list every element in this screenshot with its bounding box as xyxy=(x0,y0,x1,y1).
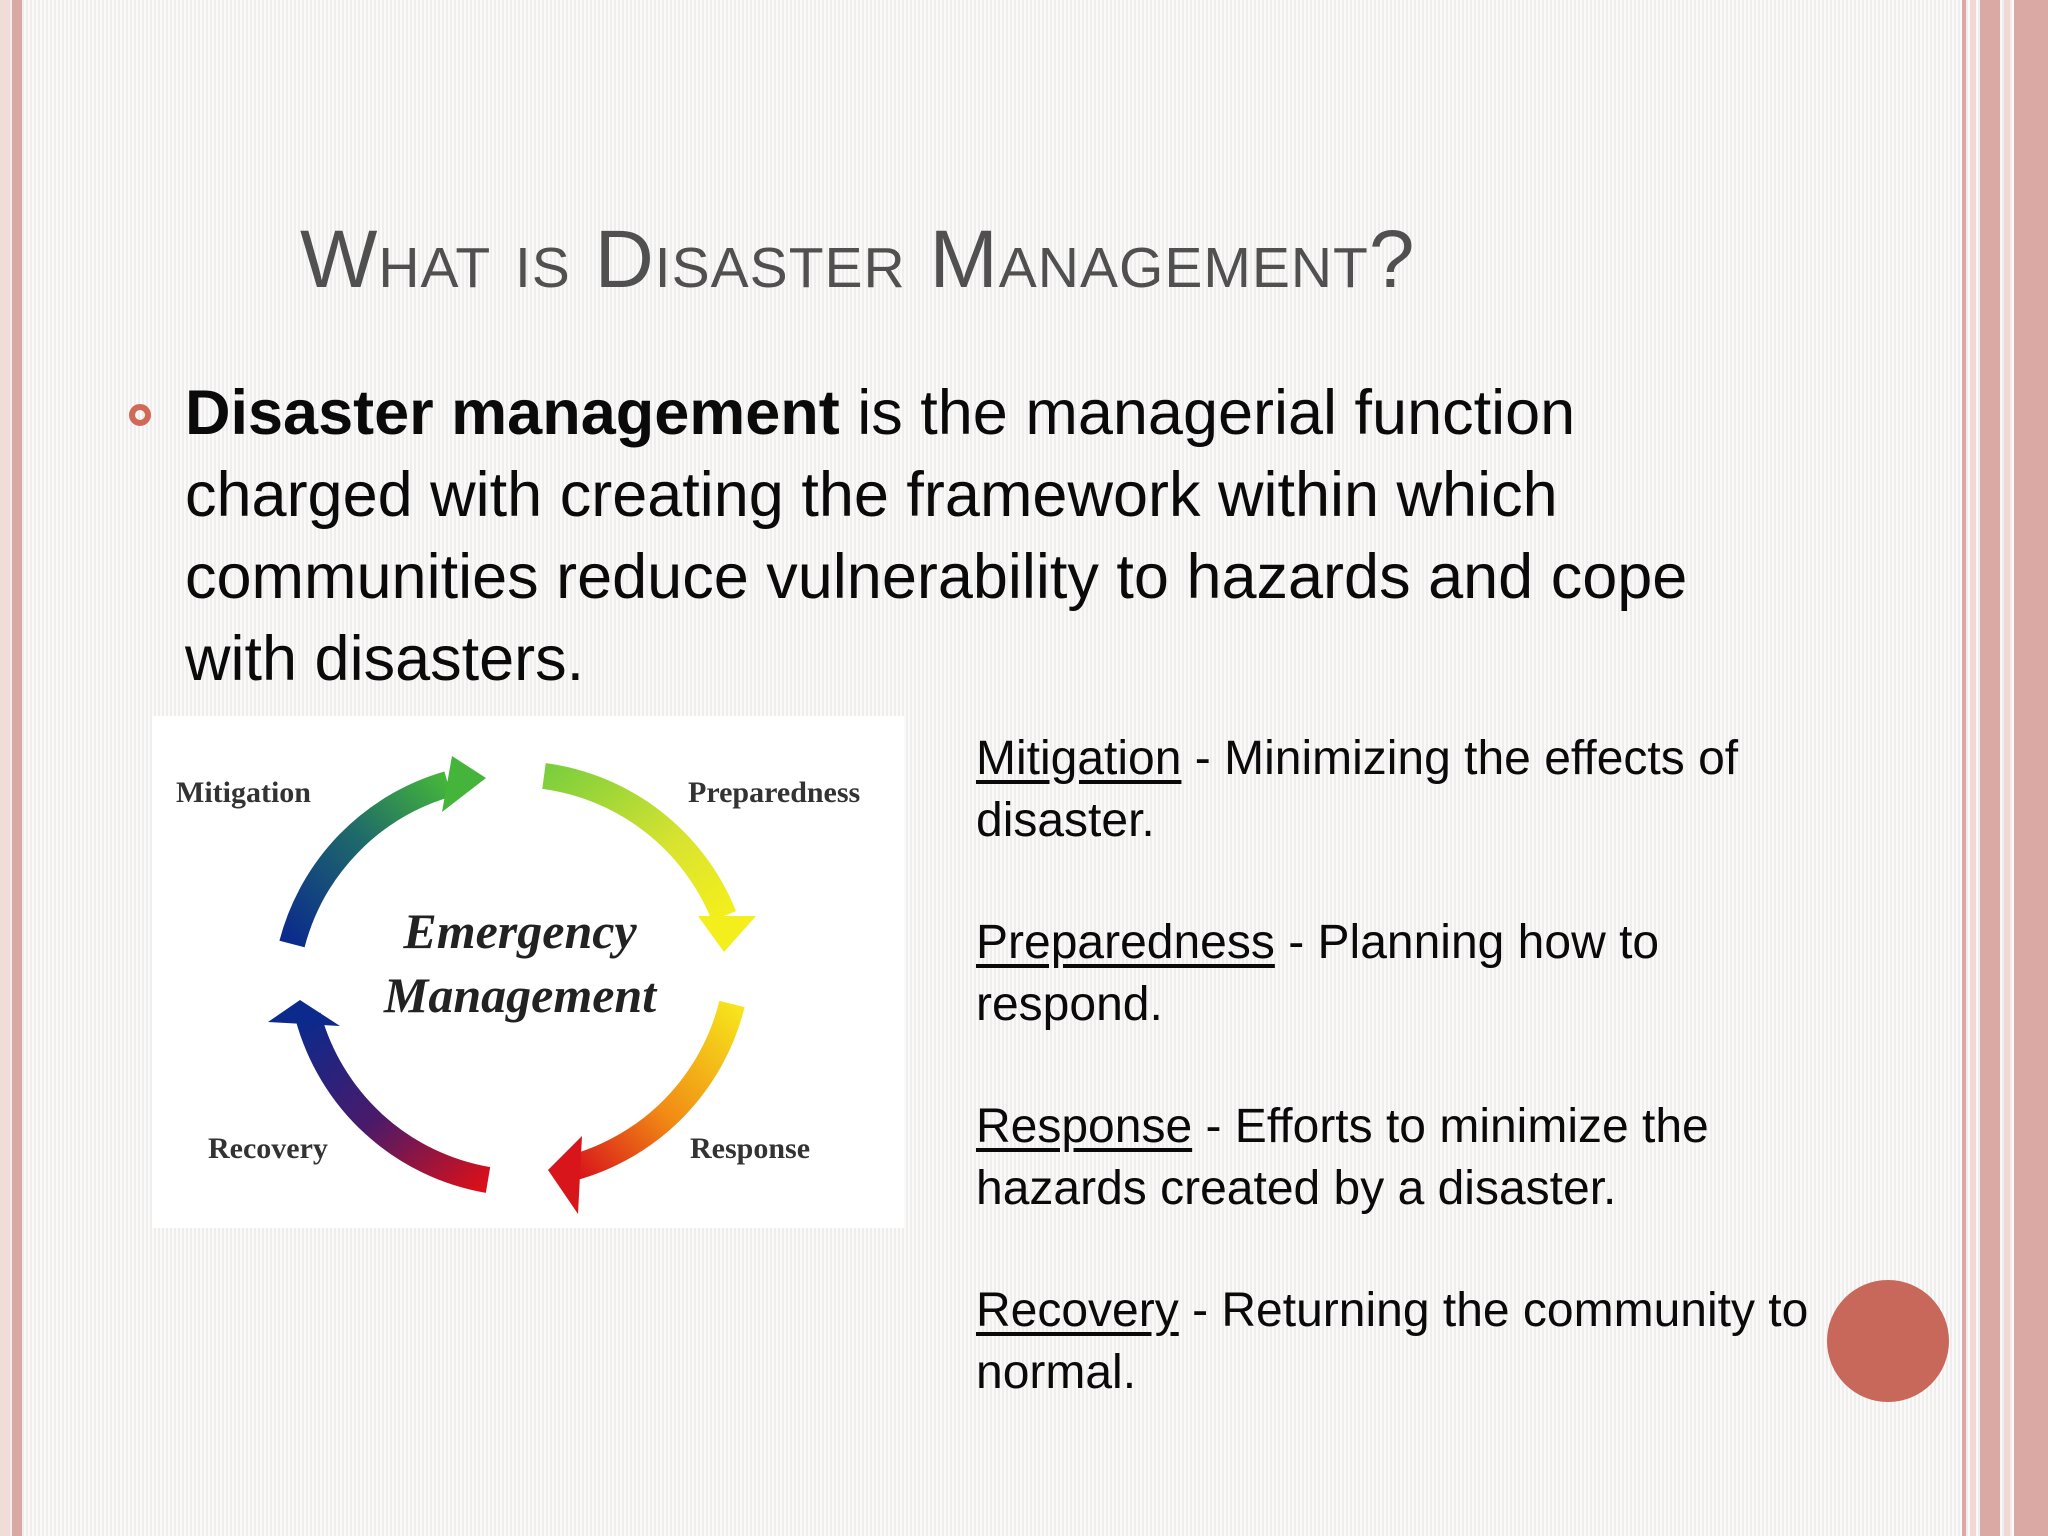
decorative-circle xyxy=(1827,1280,1949,1402)
bullet-ring-icon xyxy=(129,404,151,426)
label-mitigation: Mitigation xyxy=(176,776,311,809)
desc-mitigation: - Minimizing the effects of disaster. xyxy=(976,732,1739,847)
term-recovery: Recovery xyxy=(976,1284,1179,1337)
center-label-line2: Management xyxy=(383,967,657,1023)
slide-title: What is Disaster Management? xyxy=(300,214,1416,305)
term-response: Response xyxy=(976,1100,1193,1153)
bullet-text xyxy=(185,372,1745,700)
term-mitigation: Mitigation xyxy=(976,732,1182,785)
left-stripe-outer xyxy=(0,0,10,1536)
bullet-rest: is the managerial function charged with creating the framework within which communities reduce vulnerability to hazards and cope with disasters. xyxy=(185,378,1688,694)
center-label-line1: Emergency xyxy=(403,903,637,959)
right-stripe-2 xyxy=(1970,0,1976,1536)
cycle-graphic xyxy=(152,716,904,1228)
definition-response xyxy=(976,1096,1856,1220)
definition-recovery xyxy=(976,1280,1856,1404)
bullet-bold-term: Disaster management xyxy=(185,378,840,448)
desc-response: - Efforts to minimize the hazards created by a disaster. xyxy=(976,1100,1709,1215)
right-stripe-3 xyxy=(1980,0,2000,1536)
response-arrow xyxy=(548,1004,732,1214)
right-stripe-5 xyxy=(2014,0,2048,1536)
right-stripe-1 xyxy=(1962,0,1966,1536)
desc-preparedness: - Planning how to respond. xyxy=(976,916,1660,1031)
right-stripe-4 xyxy=(2004,0,2010,1536)
label-preparedness: Preparedness xyxy=(688,776,861,809)
desc-recovery: - Returning the community to normal. xyxy=(976,1284,1809,1399)
definition-mitigation xyxy=(976,728,1856,852)
emergency-management-cycle-diagram xyxy=(152,716,904,1228)
label-response: Response xyxy=(690,1132,811,1165)
left-stripe-inner xyxy=(12,0,22,1536)
label-recovery: Recovery xyxy=(208,1132,328,1165)
definitions-list xyxy=(976,728,1856,1464)
definition-preparedness xyxy=(976,912,1856,1036)
term-preparedness: Preparedness xyxy=(976,916,1275,969)
